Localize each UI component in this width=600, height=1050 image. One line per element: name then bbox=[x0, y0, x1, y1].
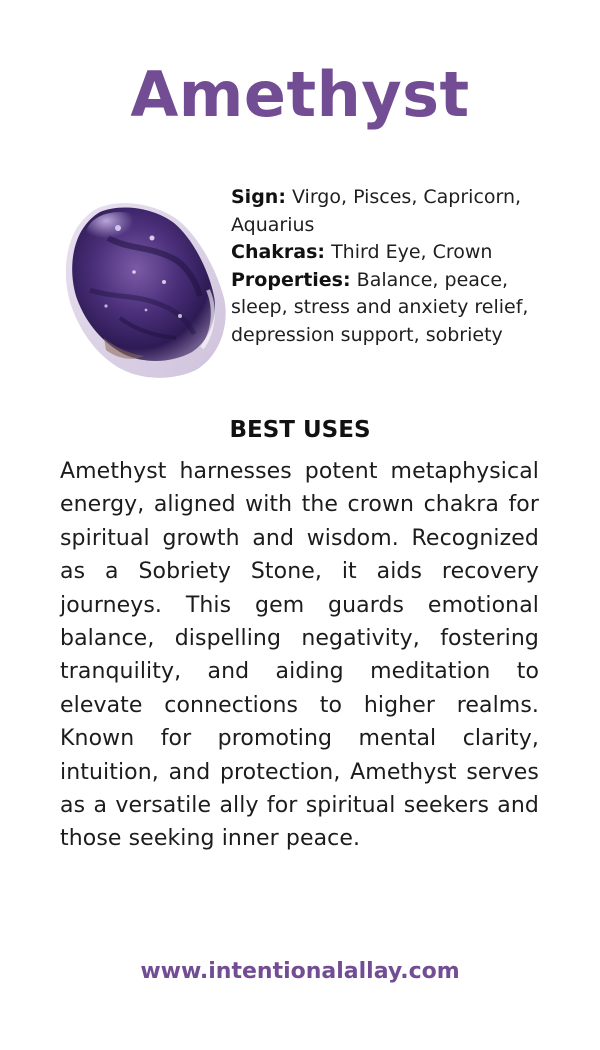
fact-sign-value: Virgo, Pisces, Capricorn, Aquarius bbox=[231, 186, 522, 236]
best-uses-body: Amethyst harnesses potent metaphysical energy, aligned with the crown chakra for spiritual growth and wisdom. Recognized as a Sobriety Stone, it aids recovery journeys. This gem guards emotional balance, dispelling negativity, fostering tranquility, and aiding meditation to elevate connections to higher realms. Known for promoting mental clarity, intuition, and protection, Amethyst serves as a versatile ally for spiritual seekers and those seeking inner peace. bbox=[60, 459, 539, 852]
fact-chakras-value: Third Eye, Crown bbox=[331, 241, 493, 263]
best-uses-heading: BEST USES bbox=[229, 417, 371, 443]
amethyst-stone-image bbox=[60, 198, 228, 382]
fact-properties bbox=[231, 267, 549, 350]
fact-chakras-label: Chakras: bbox=[231, 241, 326, 263]
website-url: www.intentionalallay.com bbox=[140, 959, 460, 984]
page-title: Amethyst bbox=[130, 58, 470, 131]
fact-properties-value: Balance, peace, sleep, stress and anxiety relief, depression support, sobriety bbox=[231, 268, 529, 346]
fact-sign-label: Sign: bbox=[231, 186, 286, 208]
fact-sign bbox=[231, 184, 549, 239]
fact-chakras bbox=[231, 239, 549, 267]
stone-facts bbox=[231, 184, 549, 349]
fact-properties-label: Properties: bbox=[231, 268, 351, 291]
